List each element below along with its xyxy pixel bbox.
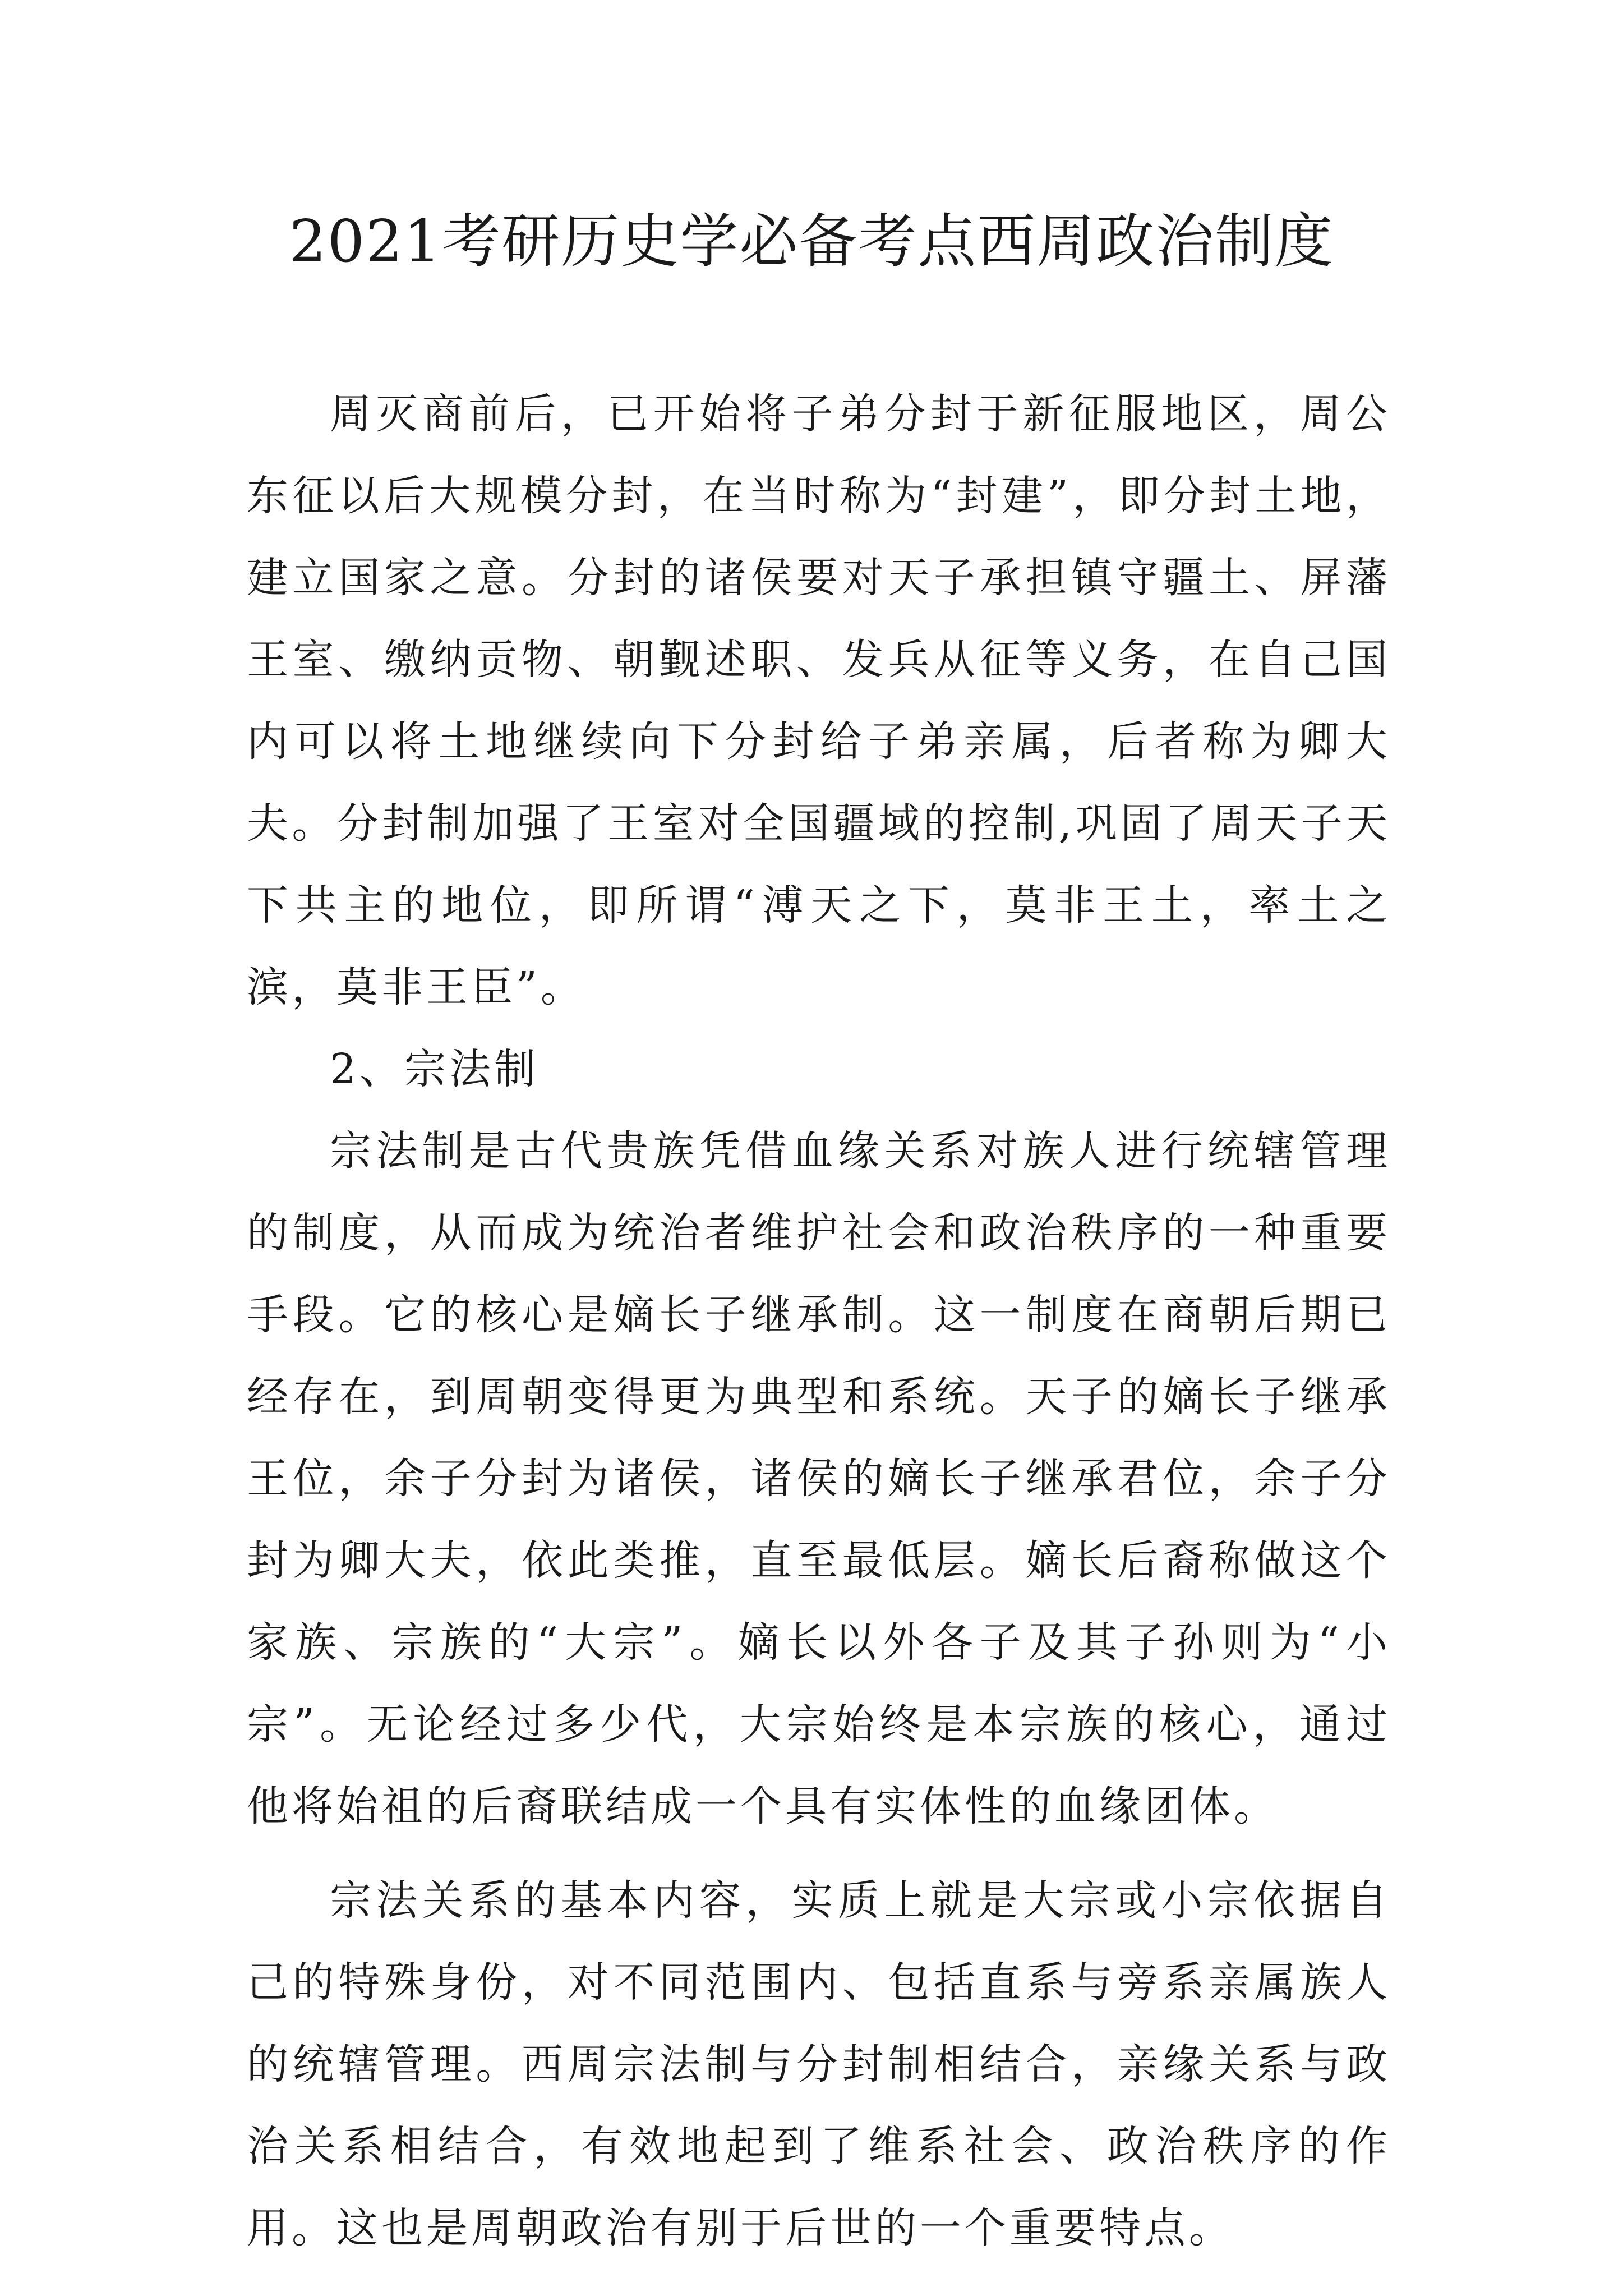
document-title: 2021考研历史学必备考点西周政治制度 [289,207,1334,275]
paragraph-zongfa-definition: 宗法制是古代贵族凭借血缘关系对族人进行统辖管理的制度，从而成为统治者维护社会和政治秩序的一种重要手段。它的核心是嫡长子继承制。这一制度在商朝后期已经存在，到周朝变得更为典型和系统。天子的嫡长子继承王位，余子分封为诸侯，诸侯的嫡长子继承君位，余子分封为卿大夫，依此类推，直至最低层。嫡长后裔称做这个家族、宗族的“大宗”。嫡长以外各子及其子孙则为“小宗”。无论经过多少代，大宗始终是本宗族的核心，通过他将始祖的后裔联结成一个具有实体性的血缘团体。 [247,1127,1391,1830]
paragraph-fengjian: 周灭商前后，已开始将子弟分封于新征服地区，周公东征以后大规模分封，在当时称为“封建”，即分封土地，建立国家之意。分封的诸侯要对天子承担镇守疆土、屏藩王室、缴纳贡物、朝觐述职、发兵从征等义务，在自己国内可以将土地继续向下分封给子弟亲属，后者称为卿大夫。分封制加强了王室对全国疆域的控制,巩固了周天子天下共主的地位，即所谓“溥天之下，莫非王土，率土之滨，莫非王臣”。 [247,390,1391,1011]
section-heading-zongfa: 2、宗法制 [330,1045,540,1093]
document-body [247,373,1391,2269]
paragraph-zongfa-content: 宗法关系的基本内容，实质上就是大宗或小宗依据自己的特殊身份，对不同范围内、包括直系与旁系亲属族人的统辖管理。西周宗法制与分封制相结合，亲缘关系与政治关系相结合，有效地起到了维系社会、政治秩序的作用。这也是周朝政治有别于后世的一个重要特点。 [247,1876,1391,2252]
